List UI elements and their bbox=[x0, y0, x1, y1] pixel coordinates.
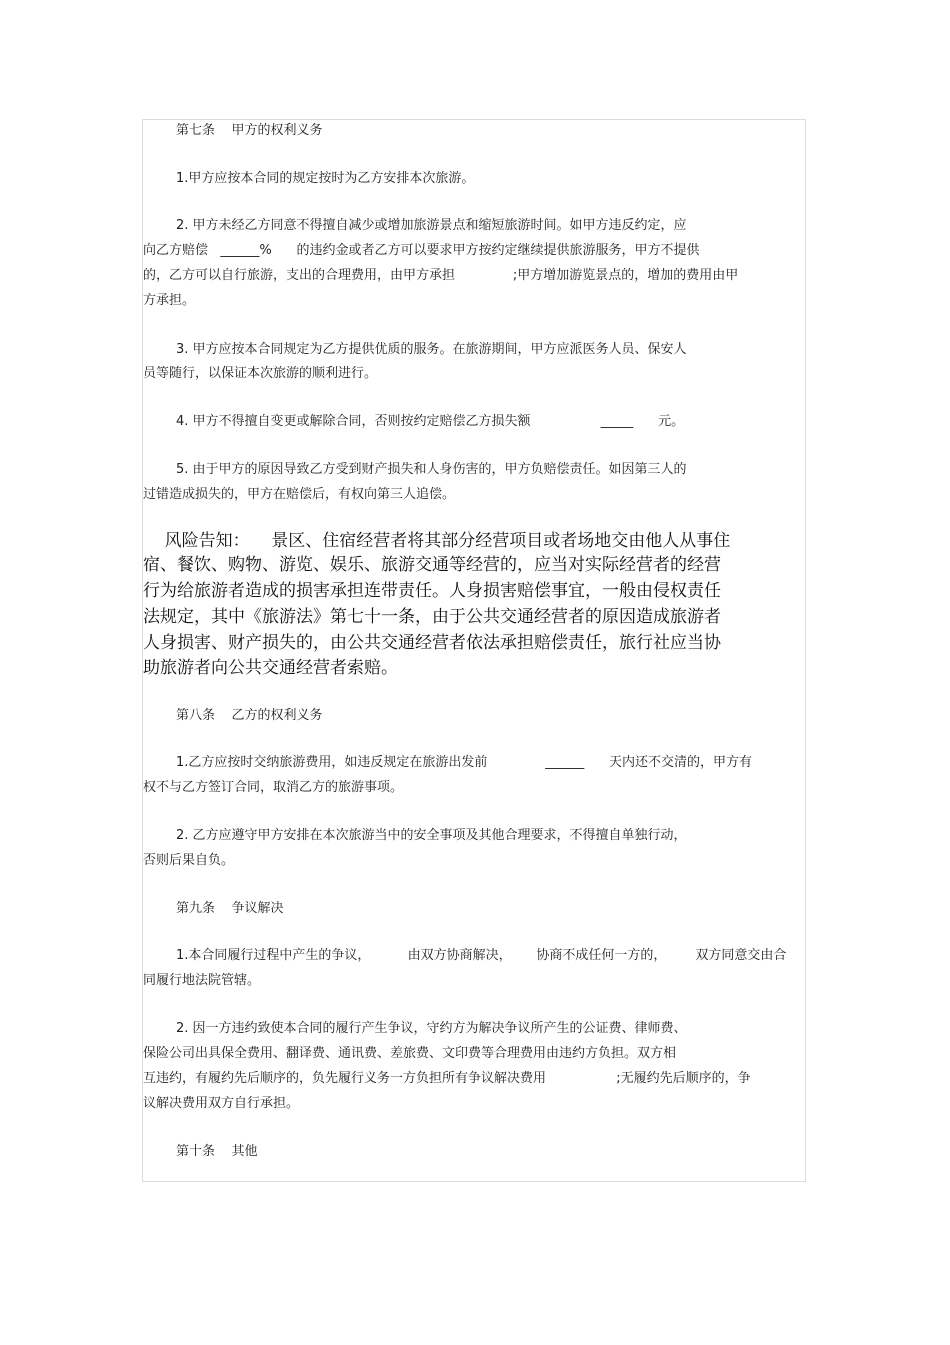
article-9-heading: 第九条 争议解决 bbox=[176, 901, 284, 916]
article-9-clause-2-line-2: 保险公司出具保全费用、翻译费、通讯费、差旅费、文印费等合理费用由违约方负担。双方相 bbox=[143, 1046, 677, 1061]
article-7-clause-5-line-2: 过错造成损失的，甲方在赔偿后，有权向第三人追偿。 bbox=[143, 487, 456, 502]
article-8-clause-2-line-1: 2. 乙方应遵守甲方安排在本次旅游当中的安全事项及其他合理要求，不得擅自单独行动， bbox=[176, 828, 687, 843]
article-9-clause-2-line-4: 议解决费用双方自行承担。 bbox=[143, 1096, 300, 1111]
risk-notice-line-4: 法规定，其中《旅游法》第七十一条，由于公共交通经营者的原因造成旅游者 bbox=[143, 607, 721, 627]
article-9-clause-1-line-1: 1.本合同履行过程中产生的争议， 由双方协商解决， 协商不成任何一方的， 双方同意交由合 bbox=[176, 948, 787, 963]
article-9-clause-2-line-3: 互违约，有履约先后顺序的，负先履行义务一方负担所有争议解决费用 ;无履约先后顺序的，争 bbox=[143, 1071, 751, 1086]
article-7-clause-3-line-2: 员等随行，以保证本次旅游的顺利进行。 bbox=[143, 366, 378, 381]
risk-notice-line-2: 宿、餐饮、购物、游览、娱乐、旅游交通等经营的，应当对实际经营者的经营 bbox=[143, 555, 721, 575]
risk-notice-line-5: 人身损害、财产损失的，由公共交通经营者依法承担赔偿责任，旅行社应当协 bbox=[143, 633, 721, 653]
article-10-heading: 第十条 其他 bbox=[176, 1144, 258, 1159]
article-9-clause-1-line-2: 同履行地法院管辖。 bbox=[143, 973, 261, 988]
article-7-clause-2-line-4: 方承担。 bbox=[143, 293, 196, 308]
article-7-clause-5-line-1: 5. 由于甲方的原因导致乙方受到财产损失和人身伤害的，甲方负赔偿责任。如因第三人的 bbox=[176, 462, 687, 477]
article-7-clause-2-line-1: 2. 甲方未经乙方同意不得擅自减少或增加旅游景点和缩短旅游时间。如甲方违反约定，应 bbox=[176, 218, 687, 233]
article-7-heading: 第七条 甲方的权利义务 bbox=[176, 123, 323, 138]
risk-notice-line-6: 助旅游者向公共交通经营者索赔。 bbox=[143, 658, 398, 678]
article-7-clause-3-line-1: 3. 甲方应按本合同规定为乙方提供优质的服务。在旅游期间，甲方应派医务人员、保安人 bbox=[176, 342, 687, 357]
article-8-heading: 第八条 乙方的权利义务 bbox=[176, 708, 323, 723]
article-8-clause-1-line-2: 权不与乙方签订合同，取消乙方的旅游事项。 bbox=[143, 780, 404, 795]
risk-notice-line-1: 风险告知： 景区、住宿经营者将其部分经营项目或者场地交由他人从事住 bbox=[143, 531, 731, 551]
article-7-clause-1: 1.甲方应按本合同的规定按时为乙方安排本次旅游。 bbox=[176, 171, 475, 186]
article-9-clause-2-line-1: 2. 因一方违约致使本合同的履行产生争议，守约方为解决争议所产生的公证费、律师费、 bbox=[176, 1021, 687, 1036]
article-7-clause-4: 4. 甲方不得擅自变更或解除合同，否则按约定赔偿乙方损失额 _____ 元。 bbox=[176, 414, 685, 429]
article-7-clause-2-line-3: 的，乙方可以自行旅游，支出的合理费用，由甲方承担 ;甲方增加游览景点的，增加的费用由甲 bbox=[143, 268, 739, 283]
article-7-clause-2-line-2: 向乙方赔偿 ______% 的违约金或者乙方可以要求甲方按约定继续提供旅游服务，甲方不提供 bbox=[143, 243, 700, 258]
article-8-clause-1-line-1: 1.乙方应按时交纳旅游费用，如违反规定在旅游出发前 ______ 天内还不交清的，甲方有 bbox=[176, 755, 753, 770]
risk-notice-line-3: 行为给旅游者造成的损害承担连带责任。人身损害赔偿事宜，一般由侵权责任 bbox=[143, 581, 721, 601]
article-8-clause-2-line-2: 否则后果自负。 bbox=[143, 853, 235, 868]
